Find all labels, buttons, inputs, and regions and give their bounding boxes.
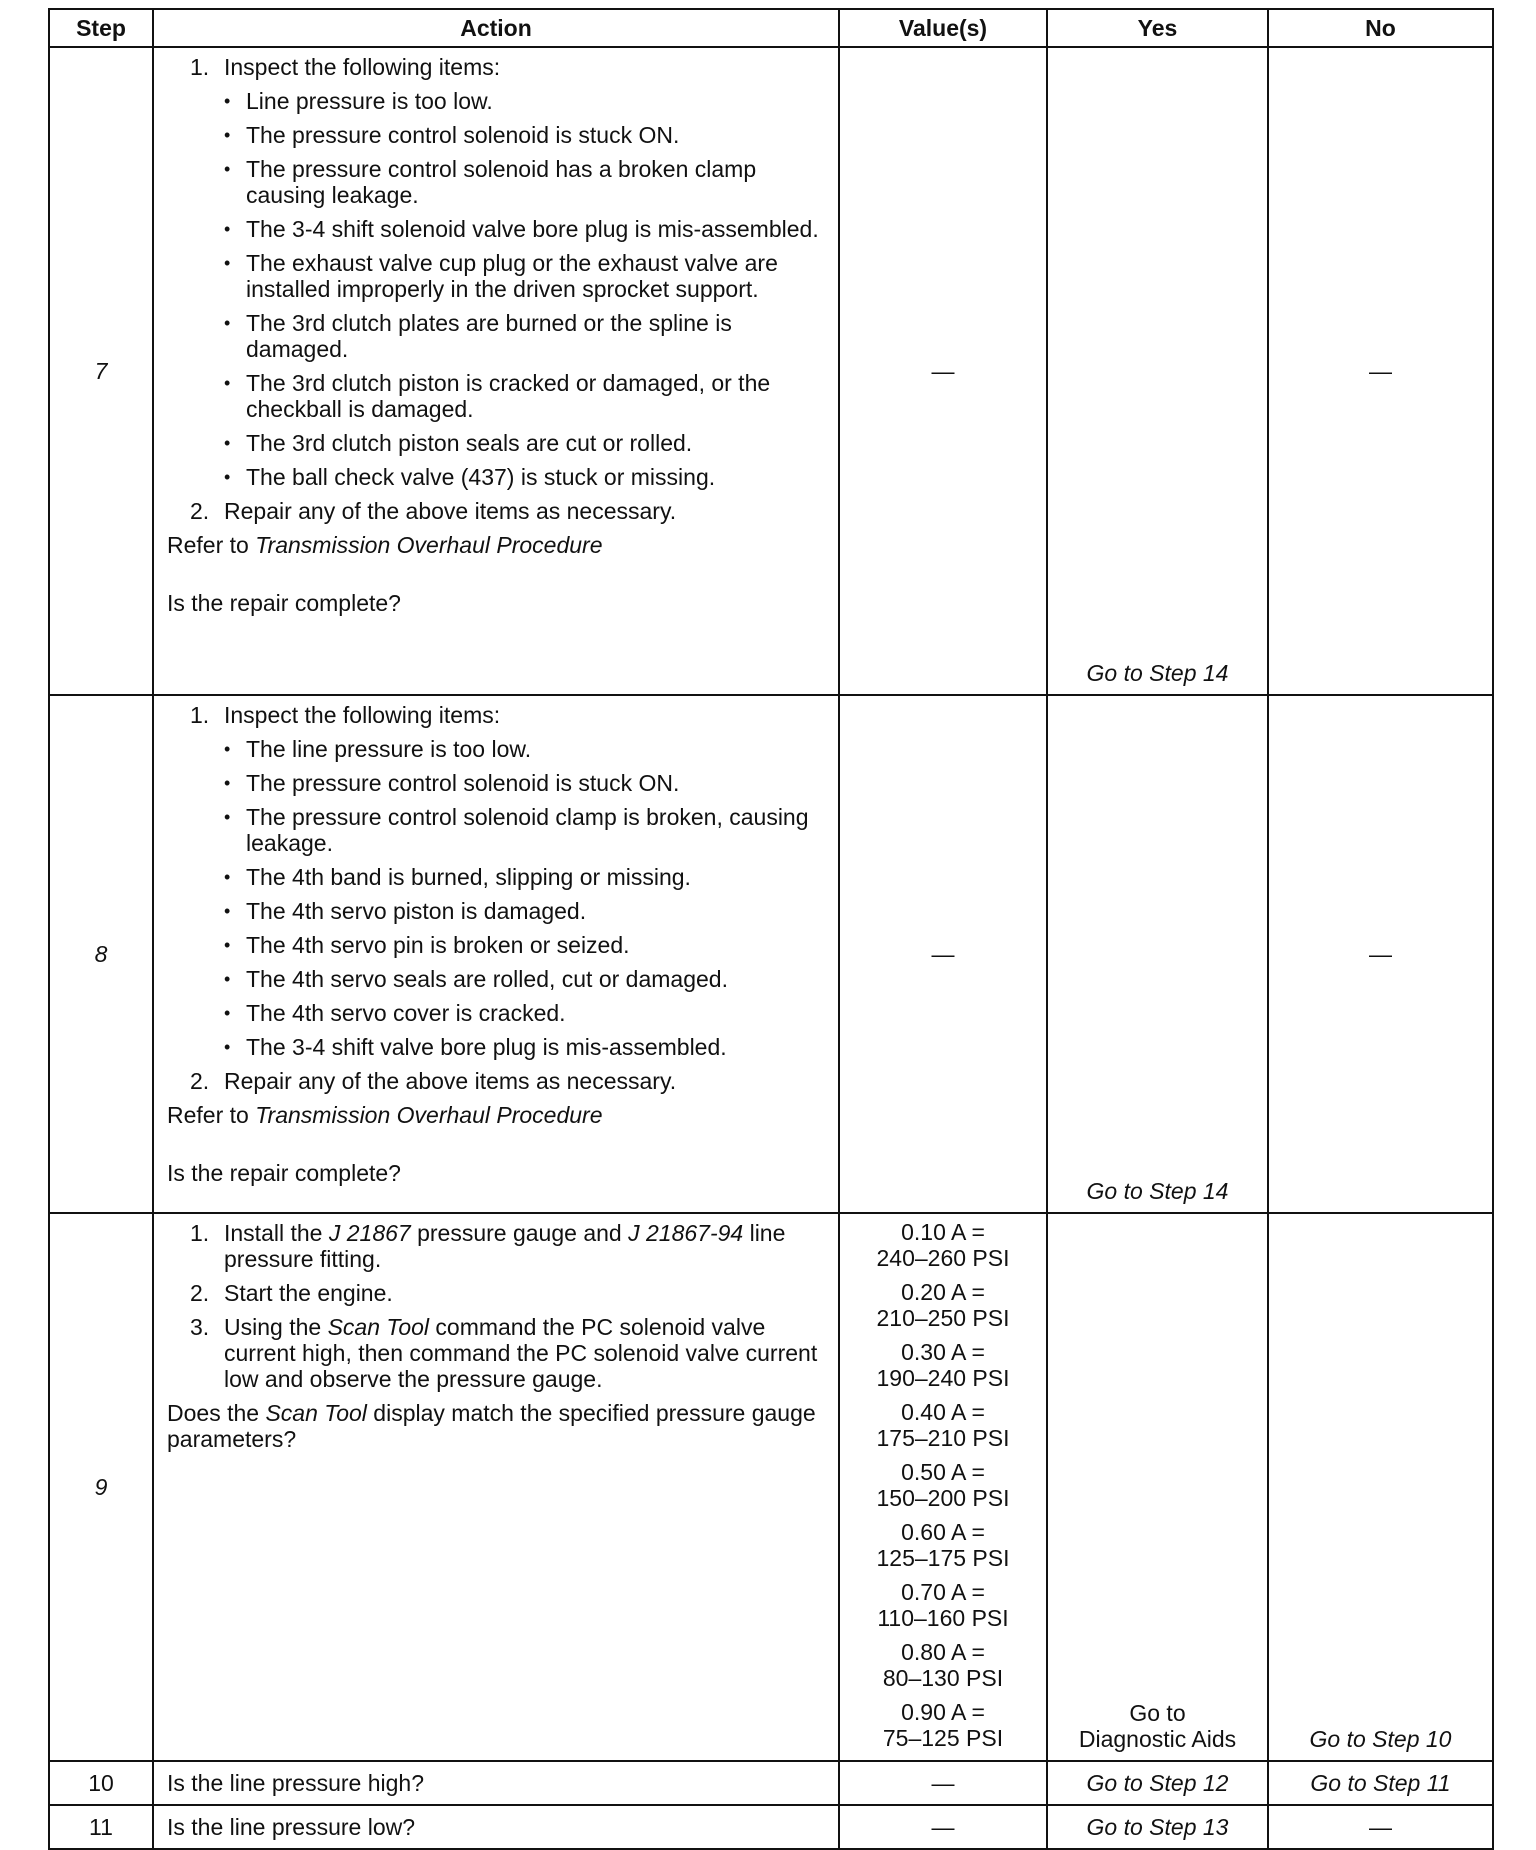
bullet-icon: • (224, 125, 231, 145)
bullet-text: The exhaust valve cup plug or the exhaust valve are installed improperly in the driven sprocket support. (246, 250, 778, 302)
item-number: 2. (190, 1068, 210, 1094)
bullet-item (224, 310, 828, 362)
action-cell (153, 695, 839, 1213)
table-row-step-8 (49, 695, 1493, 1213)
bullet-icon: • (224, 739, 231, 759)
bullet-item (224, 1000, 828, 1026)
numbered-item (190, 498, 828, 524)
yes-line-1: Go to (1129, 1700, 1186, 1726)
tool-name: Scan Tool (265, 1400, 367, 1426)
bullet-icon: • (224, 219, 231, 239)
question-text: Does the Scan Tool display match the specified pressure gauge parameters? (167, 1400, 816, 1452)
value-cell: — (839, 1805, 1047, 1849)
no-cell: — (1268, 47, 1493, 695)
pressure-spec (841, 1459, 1045, 1511)
bullet-icon: • (224, 373, 231, 393)
step-number: 7 (49, 47, 153, 695)
amps-value: 0.90 A = (901, 1699, 985, 1725)
psi-range: 175–210 PSI (876, 1425, 1010, 1451)
no-cell: — (1268, 695, 1493, 1213)
action-cell (153, 1213, 839, 1761)
item-text: Inspect the following items: (224, 54, 501, 80)
bullet-text: Line pressure is too low. (246, 88, 493, 114)
item-text: Install the J 21867 pressure gauge and J 21867-94 line pressure fitting. (224, 1220, 786, 1272)
bullet-item (224, 88, 828, 114)
pressure-spec (841, 1579, 1045, 1631)
tool-name: J 21867 (328, 1220, 411, 1246)
psi-range: 75–125 PSI (882, 1725, 1004, 1751)
action-cell: Is the line pressure high? (153, 1761, 839, 1805)
numbered-item (190, 1314, 828, 1392)
bullet-item (224, 156, 828, 208)
bullet-text: The 3rd clutch piston is cracked or damaged, or the checkball is damaged. (246, 370, 771, 422)
table-row-step-9 (49, 1213, 1493, 1761)
bullet-item (224, 250, 828, 302)
numbered-item (190, 1068, 828, 1094)
psi-range: 150–200 PSI (876, 1485, 1010, 1511)
yes-line-2: Diagnostic Aids (1078, 1726, 1237, 1752)
numbered-item (190, 702, 828, 728)
item-number: 3. (190, 1314, 210, 1340)
bullet-icon: • (224, 901, 231, 921)
tool-name: Scan Tool (327, 1314, 430, 1340)
item-number: 2. (190, 498, 210, 524)
amps-value: 0.20 A = (901, 1279, 985, 1305)
bullet-icon: • (224, 807, 231, 827)
header-row (49, 9, 1493, 47)
value-cell: — (839, 1761, 1047, 1805)
yes-cell: Go to Step 13 (1047, 1805, 1268, 1849)
header-no: No (1268, 9, 1493, 47)
value-cell (839, 47, 1047, 695)
refer-prefix: Refer to (167, 1102, 256, 1128)
pressure-spec (841, 1399, 1045, 1451)
bullet-text: The 3-4 shift valve bore plug is mis-assembled. (246, 1034, 727, 1060)
yes-cell: Go to Step 14 (1047, 695, 1268, 1213)
refer-prefix: Refer to (167, 532, 256, 558)
pressure-spec (841, 1519, 1045, 1571)
amps-value: 0.30 A = (901, 1339, 985, 1365)
bullet-text: The pressure control solenoid has a broken clamp causing leakage. (246, 156, 757, 208)
bullet-item (224, 770, 828, 796)
bullet-item (224, 1034, 828, 1060)
item-text: Inspect the following items: (224, 702, 501, 728)
step-number: 11 (49, 1805, 153, 1849)
bullet-text: The 4th servo seals are rolled, cut or damaged. (246, 966, 728, 992)
numbered-item (190, 1280, 828, 1306)
bullet-icon: • (224, 935, 231, 955)
bullet-item (224, 864, 828, 890)
bullet-item (224, 464, 828, 490)
bullet-text: The 3rd clutch plates are burned or the spline is damaged. (246, 310, 732, 362)
bullet-item (224, 804, 828, 856)
bullet-text: The 4th band is burned, slipping or missing. (246, 864, 691, 890)
header-yes: Yes (1047, 9, 1268, 47)
no-cell: Go to Step 10 (1268, 1213, 1493, 1761)
bullet-icon: • (224, 773, 231, 793)
psi-range: 210–250 PSI (876, 1305, 1010, 1331)
bullet-text: The pressure control solenoid clamp is broken, causing leakage. (246, 804, 809, 856)
question-text: Is the repair complete? (167, 1160, 401, 1186)
bullet-icon: • (224, 253, 231, 273)
bullet-text: The 4th servo cover is cracked. (246, 1000, 566, 1026)
yes-cell: Go to Step 12 (1047, 1761, 1268, 1805)
item-number: 1. (190, 702, 210, 728)
step-number: 10 (49, 1761, 153, 1805)
question-text: Is the repair complete? (167, 590, 401, 616)
bullet-text: The line pressure is too low. (246, 736, 532, 762)
header-values: Value(s) (839, 9, 1047, 47)
bullet-icon: • (224, 433, 231, 453)
refer-line (167, 532, 828, 558)
yes-cell: Go to Step 14 (1047, 47, 1268, 695)
item-text: Start the engine. (224, 1280, 393, 1306)
pressure-spec (841, 1699, 1045, 1751)
psi-range: 110–160 PSI (877, 1605, 1009, 1631)
psi-range: 125–175 PSI (876, 1545, 1010, 1571)
diagnostic-table (48, 8, 1494, 1850)
bullet-text: The ball check valve (437) is stuck or missing. (246, 464, 716, 490)
numbered-item (190, 1220, 828, 1272)
refer-procedure: Transmission Overhaul Procedure (255, 1102, 603, 1128)
action-cell: Is the line pressure low? (153, 1805, 839, 1849)
bullet-item (224, 370, 828, 422)
bullet-icon: • (224, 91, 231, 111)
table-row-step-7 (49, 47, 1493, 695)
pressure-spec (841, 1639, 1045, 1691)
item-number: 1. (190, 1220, 210, 1246)
item-text: Repair any of the above items as necessary. (224, 1068, 677, 1094)
amps-value: 0.60 A = (901, 1519, 985, 1545)
item-text: Repair any of the above items as necessary. (224, 498, 677, 524)
no-cell: — (1268, 1805, 1493, 1849)
bullet-item (224, 932, 828, 958)
amps-value: 0.50 A = (901, 1459, 985, 1485)
bullet-text: The pressure control solenoid is stuck ON. (246, 122, 680, 148)
header-action: Action (153, 9, 839, 47)
psi-range: 240–260 PSI (876, 1245, 1010, 1271)
bullet-item (224, 736, 828, 762)
bullet-icon: • (224, 1003, 231, 1023)
bullet-icon: • (224, 867, 231, 887)
bullet-item (224, 430, 828, 456)
item-number: 1. (190, 54, 210, 80)
psi-range: 190–240 PSI (876, 1365, 1010, 1391)
numbered-item (190, 54, 828, 80)
amps-value: 0.40 A = (901, 1399, 985, 1425)
item-number: 2. (190, 1280, 210, 1306)
amps-value: 0.10 A = (901, 1219, 985, 1245)
table-row-step-10 (49, 1761, 1493, 1805)
pressure-spec (841, 1219, 1045, 1271)
bullet-icon: • (224, 313, 231, 333)
bullet-item (224, 122, 828, 148)
table-row-step-11 (49, 1805, 1493, 1849)
refer-procedure: Transmission Overhaul Procedure (255, 532, 603, 558)
tool-name: J 21867-94 (628, 1220, 744, 1246)
no-cell: Go to Step 11 (1268, 1761, 1493, 1805)
bullet-icon: • (224, 1037, 231, 1057)
value-dash: — (931, 941, 955, 967)
psi-range: 80–130 PSI (882, 1665, 1004, 1691)
pressure-spec (841, 1279, 1045, 1331)
bullet-icon: • (224, 159, 231, 179)
bullet-item (224, 966, 828, 992)
step-number: 8 (49, 695, 153, 1213)
bullet-item (224, 216, 828, 242)
bullet-item (224, 898, 828, 924)
step-number: 9 (49, 1213, 153, 1761)
bullet-text: The 4th servo piston is damaged. (246, 898, 587, 924)
value-cell (839, 695, 1047, 1213)
bullet-icon: • (224, 969, 231, 989)
item-text: Using the Scan Tool command the PC solenoid valve current high, then command the PC solenoid valve current low and observe the pressure gauge. (224, 1314, 818, 1392)
value-dash: — (931, 358, 955, 384)
header-step: Step (49, 9, 153, 47)
bullet-text: The 3-4 shift solenoid valve bore plug is mis-assembled. (246, 216, 819, 242)
action-cell (153, 47, 839, 695)
bullet-text: The 4th servo pin is broken or seized. (246, 932, 630, 958)
yes-cell (1047, 1213, 1268, 1761)
bullet-icon: • (224, 467, 231, 487)
amps-value: 0.80 A = (901, 1639, 985, 1665)
pressure-spec (841, 1339, 1045, 1391)
bullet-text: The pressure control solenoid is stuck ON. (246, 770, 680, 796)
refer-line (167, 1102, 828, 1128)
amps-value: 0.70 A = (901, 1579, 985, 1605)
value-cell (839, 1213, 1047, 1761)
bullet-text: The 3rd clutch piston seals are cut or rolled. (246, 430, 693, 456)
